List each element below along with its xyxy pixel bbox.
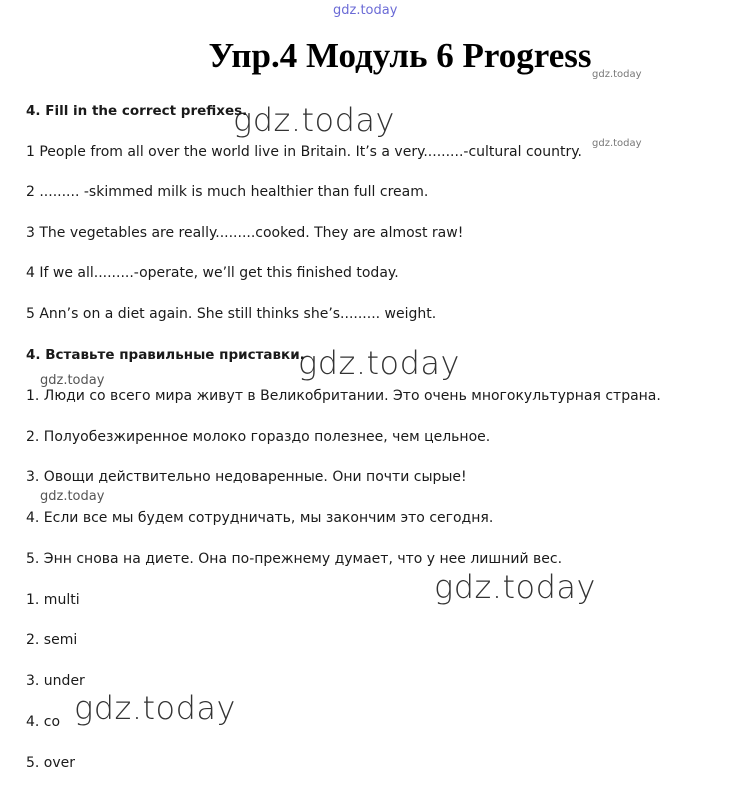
watermark-large-4: gdz.today	[74, 689, 236, 727]
english-item-4: 4 If we all.........-operate, we’ll get this finished today.	[26, 265, 399, 281]
russian-item-1: 1. Люди со всего мира живут в Великобритании. Это очень многокультурная страна.	[26, 388, 661, 404]
russian-item-3: 3. Овощи действительно недоваренные. Они почти сырые!	[26, 469, 467, 485]
answer-3: 3. under	[26, 673, 85, 689]
english-heading: 4. Fill in the correct prefixes.	[26, 103, 248, 119]
english-item-2: 2 ......... -skimmed milk is much healthier than full cream.	[26, 184, 429, 200]
russian-item-4: 4. Если все мы будем сотрудничать, мы закончим это сегодня.	[26, 510, 494, 526]
english-item-1: 1 People from all over the world live in Britain. It’s a very.........-cultural country.	[26, 144, 582, 160]
watermark-ru-1: gdz.today	[40, 373, 105, 388]
watermark-line1: gdz.today	[592, 138, 642, 149]
answer-5: 5. over	[26, 755, 76, 771]
english-item-5: 5 Ann’s on a diet again. She still thinks she’s......... weight.	[26, 306, 437, 322]
watermark-large-1: gdz.today	[233, 101, 395, 139]
answer-2: 2. semi	[26, 632, 78, 648]
answer-1: 1. multi	[26, 592, 80, 608]
watermark-ru-2: gdz.today	[40, 489, 105, 504]
page-title: Упр.4 Модуль 6 Progress	[208, 36, 592, 75]
watermark-title: gdz.today	[592, 69, 642, 80]
watermark-large-3: gdz.today	[434, 568, 596, 606]
answer-4: 4. co	[26, 714, 61, 730]
russian-item-2: 2. Полуобезжиренное молоко гораздо полезнее, чем цельное.	[26, 429, 491, 445]
watermark-top: gdz.today	[333, 3, 398, 18]
english-item-3: 3 The vegetables are really.........cooked. They are almost raw!	[26, 225, 464, 241]
russian-item-5: 5. Энн снова на диете. Она по-прежнему думает, что у нее лишний вес.	[26, 551, 563, 567]
watermark-large-2: gdz.today	[298, 344, 460, 382]
russian-heading: 4. Вставьте правильные приставки.	[26, 347, 305, 363]
